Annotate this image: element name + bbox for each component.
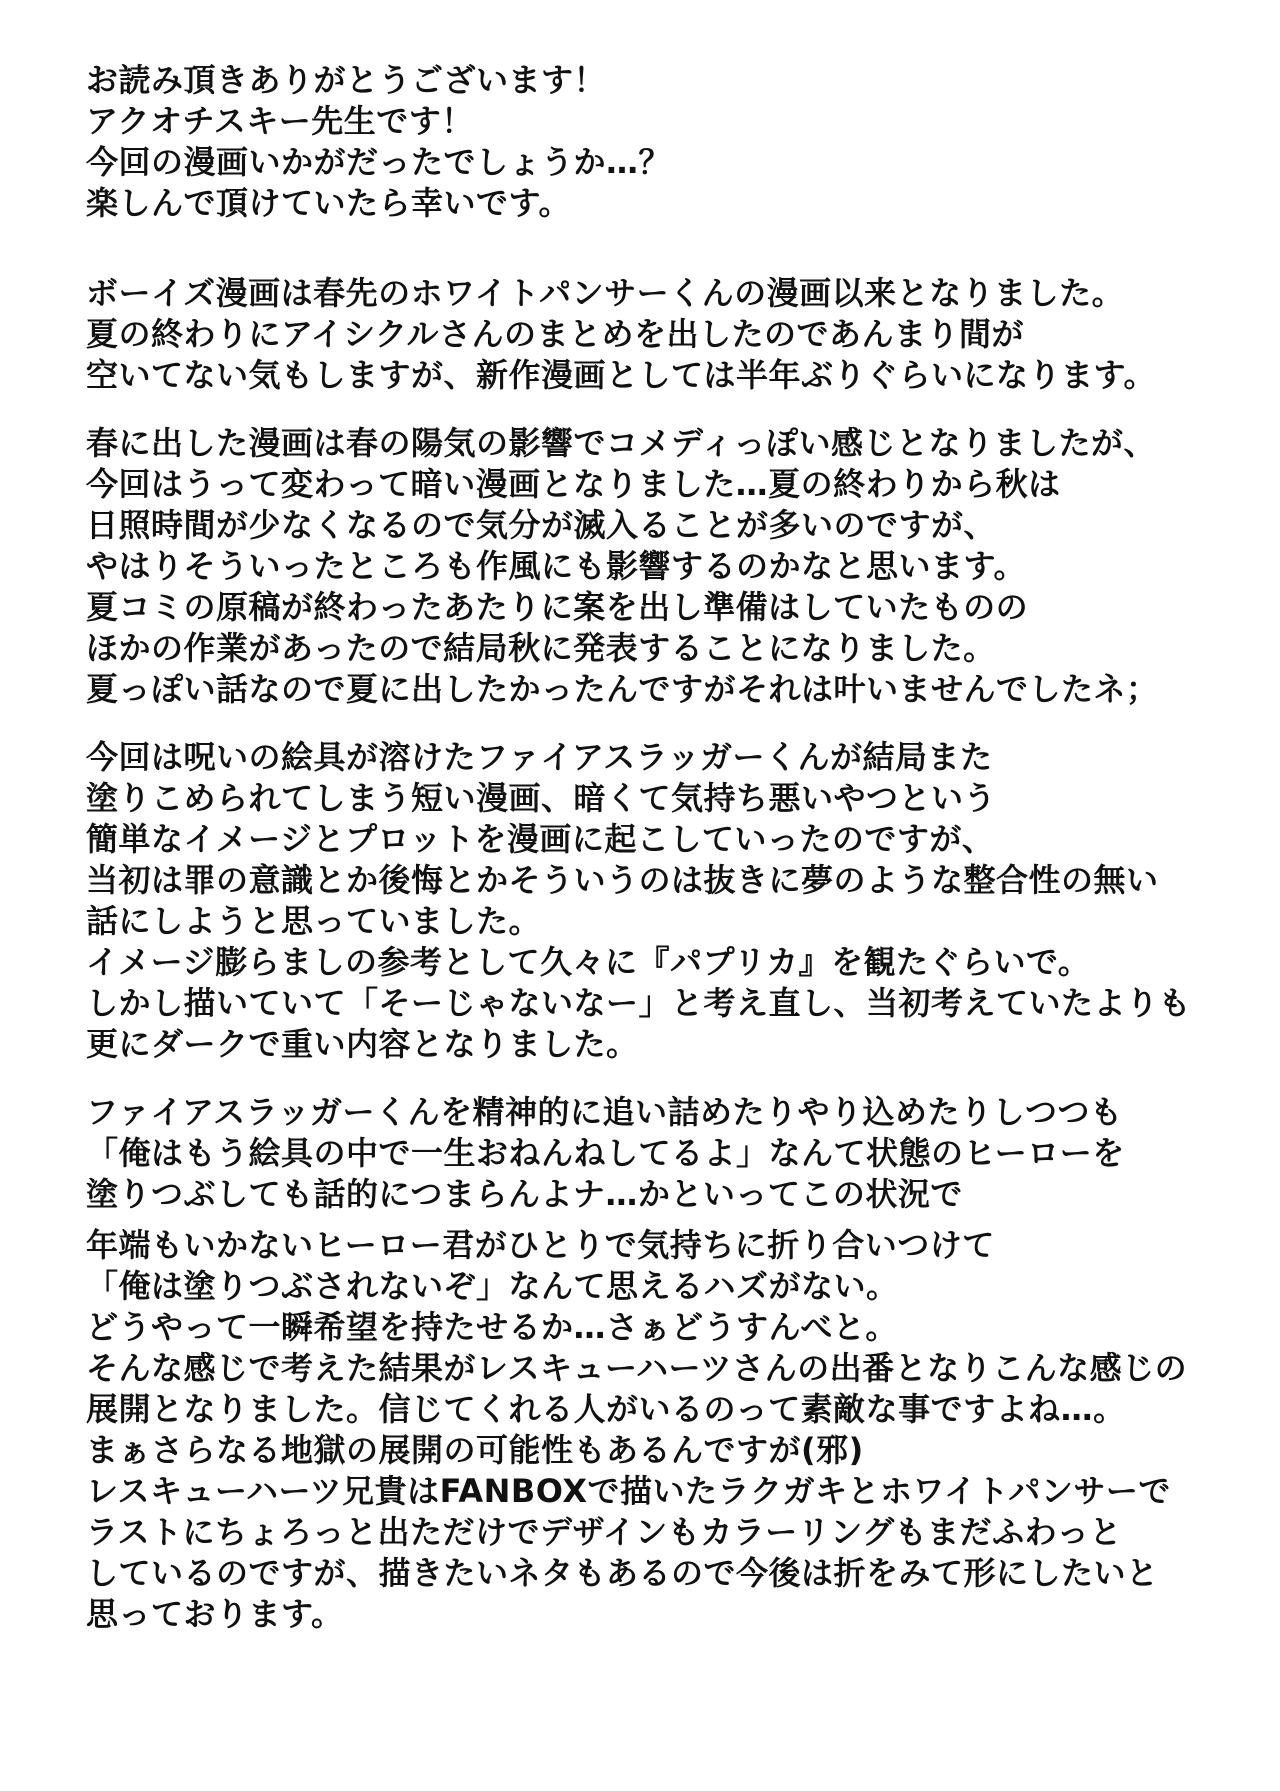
paragraph-spacer xyxy=(86,710,1236,737)
text-line: ボーイズ漫画は春先のホワイトパンサーくんの漫画以来となりました。 xyxy=(86,274,1125,312)
paragraph-rescue-hearts xyxy=(86,1225,1236,1635)
text-line: 日照時間が少なくなるので気分が滅入ることが多いのですが、 xyxy=(86,506,997,544)
text-line: しかし描いていて「そーじゃないなー」と考え直し、当初考えていたよりも xyxy=(86,984,1192,1022)
text-line: 思っております。 xyxy=(86,1595,344,1633)
text-line: まぁさらなる地獄の展開の可能性もあるんですが(邪) xyxy=(86,1431,864,1469)
text-line: 更にダークで重い内容となりました。 xyxy=(86,1025,639,1063)
text-line: 夏の終わりにアイシクルさんのまとめを出したのであんまり間が xyxy=(86,315,1025,353)
text-line: 空いてない気もしますが、新作漫画としては半年ぶりぐらいになります。 xyxy=(86,356,1156,394)
paragraph-spacer xyxy=(86,224,1236,273)
paragraph-season xyxy=(86,423,1236,710)
text-line: やはりそういったところも作風にも影響するのかなと思います。 xyxy=(86,547,1026,585)
paragraph-greeting xyxy=(86,60,1236,224)
afterword-text xyxy=(86,60,1236,1635)
text-line: 「俺はもう絵具の中で一生おねんねしてるよ」なんて状態のヒーローを xyxy=(86,1134,1125,1172)
text-line: ほかの作業があったので結局秋に発表することになりました。 xyxy=(86,629,996,667)
paragraph-spacer xyxy=(86,1065,1236,1092)
text-line: 「俺は塗りつぶされないぞ」なんて思えるハズがない。 xyxy=(86,1267,899,1305)
text-line: アクオチスキー先生です！ xyxy=(86,102,474,140)
text-line: 塗りつぶしても話的につまらんよナ…かといってこの状況で xyxy=(86,1175,963,1213)
paragraph-spacer xyxy=(86,1215,1236,1225)
text-line: そんな感じで考えた結果がレスキューハーツさんの出番となりこんな感じの xyxy=(86,1349,1188,1387)
text-line: どうやって一瞬希望を持たせるか…さぁどうすんべと。 xyxy=(86,1308,898,1346)
text-line: イメージ膨らましの参考として久々に『パプリカ』を観たぐらいで。 xyxy=(86,943,1091,981)
text-line: 今回の漫画いかがだったでしょうか…？ xyxy=(86,143,672,181)
text-line: ラストにちょろっと出ただけでデザインもカラーリングもまだふわっと xyxy=(86,1513,1122,1551)
paragraph-spacer xyxy=(86,396,1236,423)
text-line: 話にしようと思っていました。 xyxy=(86,902,542,940)
text-line: 塗りこめられてしまう短い漫画、暗くて気持ち悪いやつという xyxy=(86,779,997,817)
text-line: レスキューハーツ兄貴はFANBOXで描いたラクガキとホワイトパンサーで xyxy=(86,1472,1171,1510)
text-line: しているのですが、描きたいネタもあるので今後は折をみて形にしたいと xyxy=(86,1554,1159,1592)
paragraph-plot xyxy=(86,737,1236,1065)
text-line: 今回はうって変わって暗い漫画となりました…夏の終わりから秋は xyxy=(86,465,1061,503)
paragraph-boys-manga xyxy=(86,273,1236,396)
text-line: 楽しんで頂けていたら幸いです。 xyxy=(86,184,571,222)
text-line: 夏コミの原稿が終わったあたりに案を出し準備はしていたものの xyxy=(86,588,1029,626)
text-line: 簡単なイメージとプロットを漫画に起こしていったのですが、 xyxy=(86,820,995,858)
text-line: 年端もいかないヒーロー君がひとりで気持ちに折り合いつけて xyxy=(86,1226,995,1264)
text-line: 春に出した漫画は春の陽気の影響でコメディっぽい感じとなりましたが、 xyxy=(86,424,1156,462)
paragraph-hero xyxy=(86,1092,1236,1215)
text-line: 当初は罪の意識とか後悔とかそういうのは抜きに夢のような整合性の無い xyxy=(86,861,1159,899)
text-line: 展開となりました。信じてくれる人がいるのって素敵な事ですよね…。 xyxy=(86,1390,1126,1428)
text-line: 夏っぽい話なので夏に出したかったんですがそれは叶いませんでしたネ； xyxy=(86,670,1159,708)
text-line: ファイアスラッガーくんを精神的に追い詰めたりやり込めたりしつつも xyxy=(86,1093,1123,1131)
text-line: 今回は呪いの絵具が溶けたファイアスラッガーくんが結局また xyxy=(86,738,993,776)
text-line: お読み頂きありがとうございます！ xyxy=(86,61,607,99)
